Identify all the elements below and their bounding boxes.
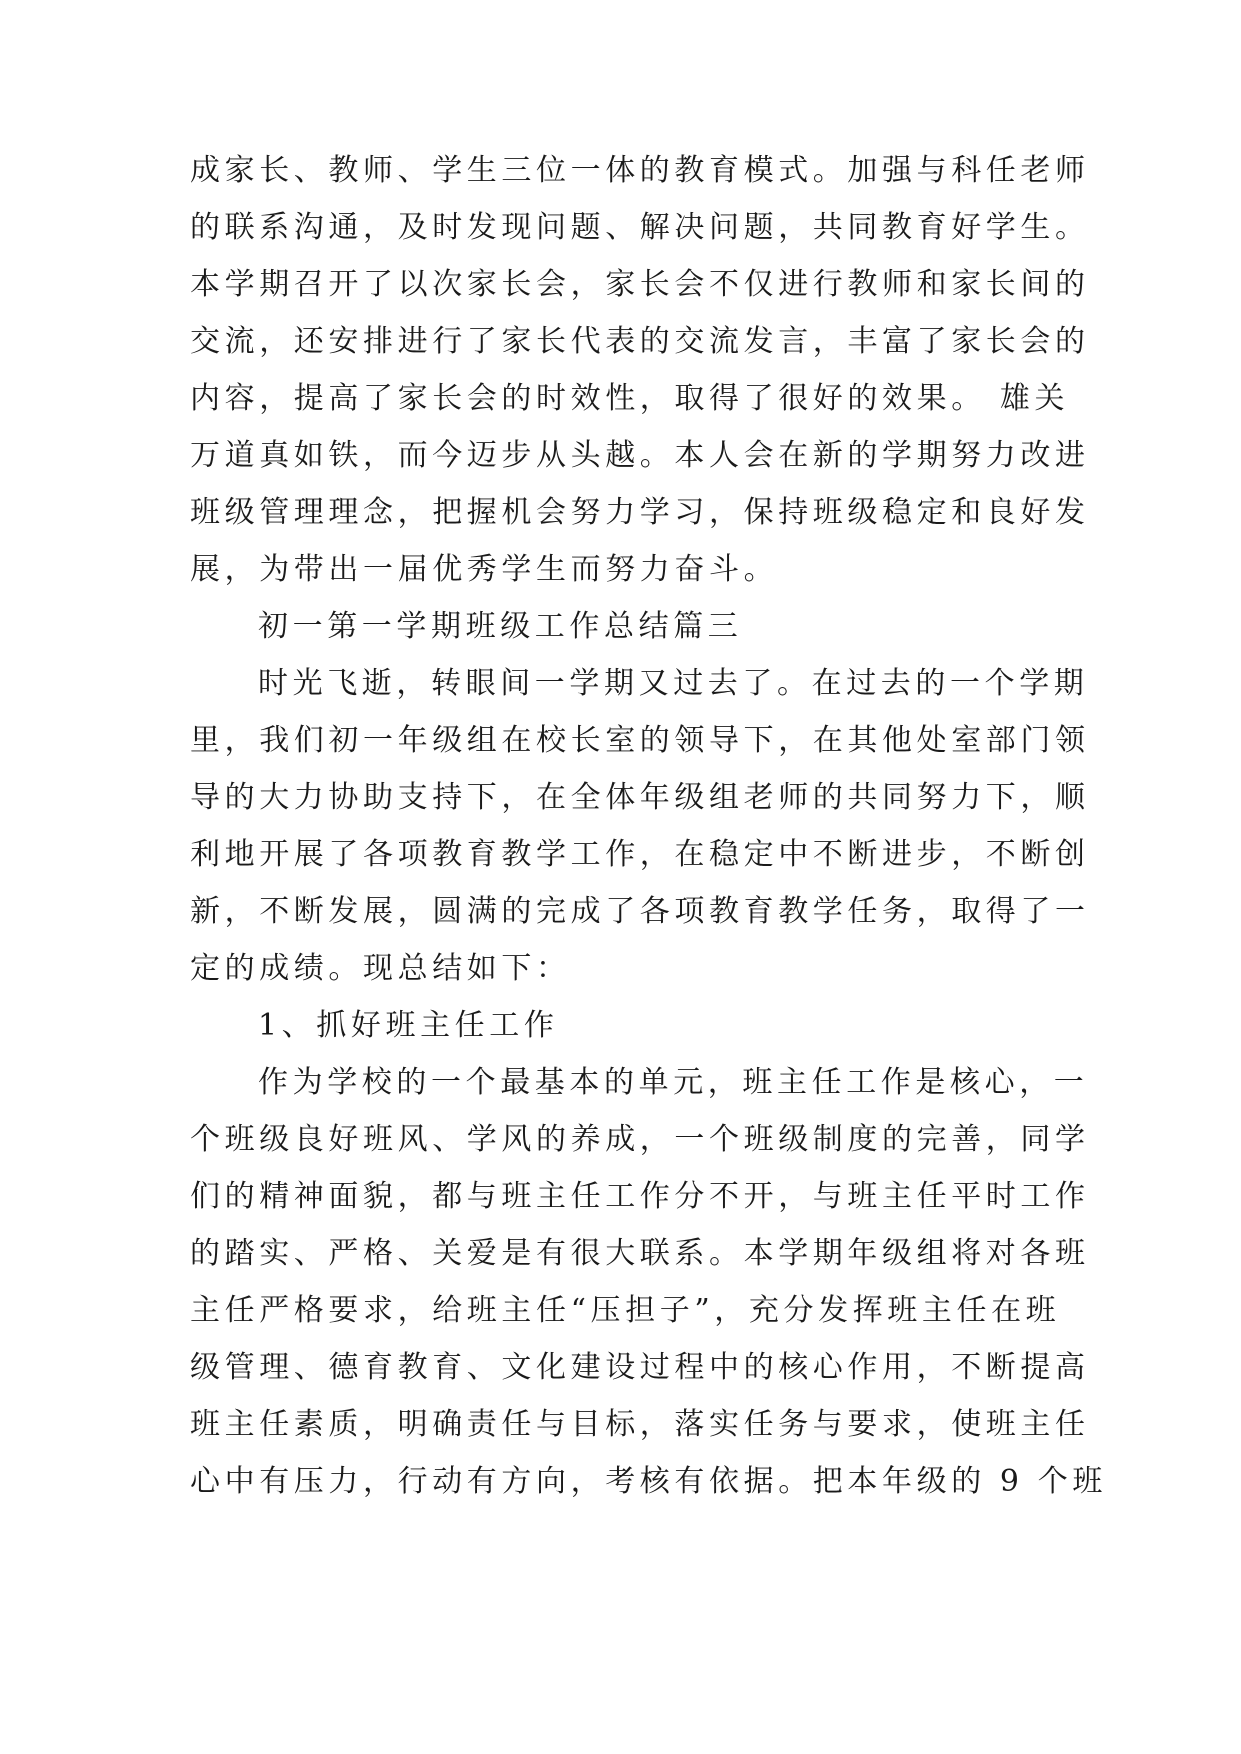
text-line: 利地开展了各项教育教学工作，在稳定中不断进步，不断创 <box>190 837 1090 872</box>
text-line: 班主任素质，明确责任与目标，落实任务与要求，使班主任 <box>190 1407 1090 1442</box>
text-line: 交流，还安排进行了家长代表的交流发言，丰富了家长会的 <box>190 324 1090 359</box>
text-line: 成家长、教师、学生三位一体的教育模式。加强与科任老师 <box>190 153 1090 188</box>
text-line: 个班级良好班风、学风的养成，一个班级制度的完善，同学 <box>190 1122 1090 1157</box>
text-line: 展，为带出一届优秀学生而努力奋斗。 <box>190 552 779 587</box>
text-line: 的踏实、严格、关爱是有很大联系。本学期年级组将对各班 <box>190 1236 1090 1271</box>
section-heading: 初一第一学期班级工作总结篇三 <box>258 609 743 644</box>
text-line: 本学期召开了以次家长会，家长会不仅进行教师和家长间的 <box>190 267 1090 302</box>
text-line: 班级管理理念，把握机会努力学习，保持班级稳定和良好发 <box>190 495 1090 530</box>
text-line: 作为学校的一个最基本的单元，班主任工作是核心，一 <box>258 1065 1089 1100</box>
text-line: 万道真如铁，而今迈步从头越。本人会在新的学期努力改进 <box>190 438 1090 473</box>
text-line: 主任严格要求，给班主任“压担子”，充分发挥班主任在班 <box>190 1293 1061 1328</box>
text-line: 定的成绩。现总结如下： <box>190 951 571 986</box>
text-line: 内容，提高了家长会的时效性，取得了很好的效果。 雄关 <box>190 381 1070 416</box>
text-line: 的联系沟通，及时发现问题、解决问题，共同教育好学生。 <box>190 210 1090 245</box>
text-line: 新，不断发展，圆满的完成了各项教育教学任务，取得了一 <box>190 894 1090 929</box>
text-line: 级管理、德育教育、文化建设过程中的核心作用，不断提高 <box>190 1350 1090 1385</box>
text-line: 时光飞逝，转眼间一学期又过去了。在过去的一个学期 <box>258 666 1089 701</box>
text-line: 里，我们初一年级组在校长室的领导下，在其他处室部门领 <box>190 723 1090 758</box>
text-line: 导的大力协助支持下，在全体年级组老师的共同努力下，顺 <box>190 780 1090 815</box>
subsection-heading: 1、抓好班主任工作 <box>258 1008 559 1043</box>
text-line: 们的精神面貌，都与班主任工作分不开，与班主任平时工作 <box>190 1179 1090 1214</box>
text-line: 心中有压力，行动有方向，考核有依据。把本年级的 9 个班 <box>190 1464 1107 1499</box>
